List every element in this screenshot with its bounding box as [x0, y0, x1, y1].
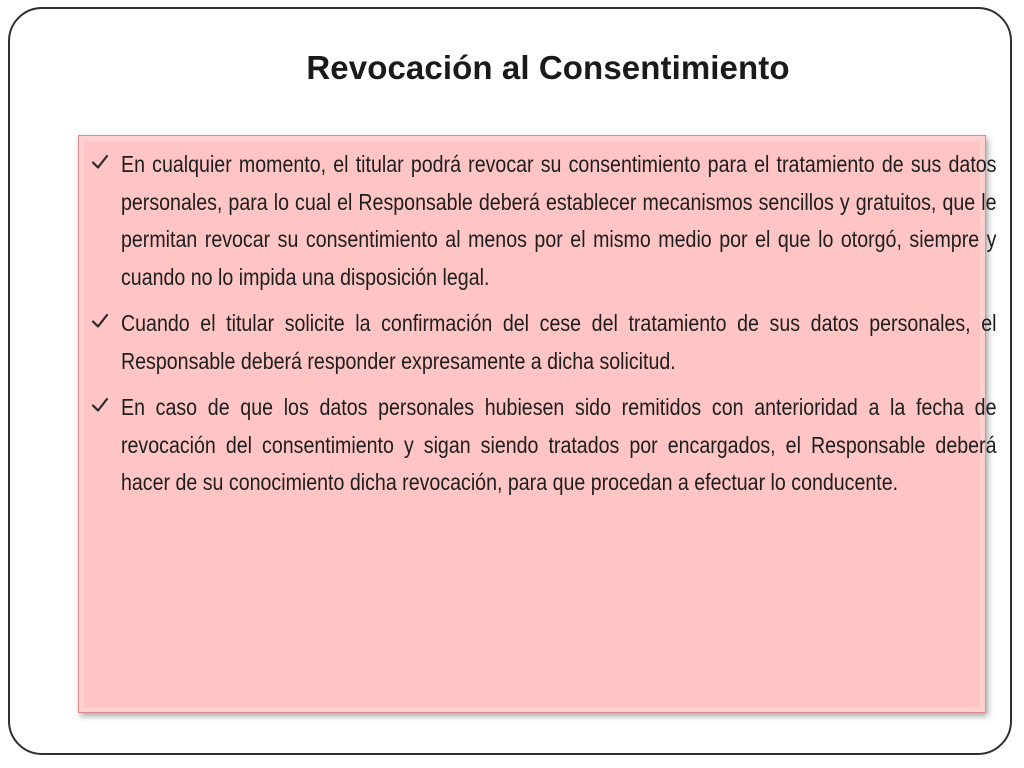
- bullet-item: [91, 389, 997, 502]
- bullet-text: En caso de que los datos personales hubiesen sido remitidos con anterioridad a la fecha de revocación del consentimiento y sigan siendo tratados por encargados, el Responsable deberá hacer de su conocimiento dicha revocación, para que procedan a efectuar lo conducente.: [121, 394, 997, 495]
- checkmark-icon: [91, 396, 109, 414]
- bullet-item: [91, 146, 997, 296]
- bullet-text: Cuando el titular solicite la confirmación del cese del tratamiento de sus datos personales, el Responsable deberá responder expresamente a dicha solicitud.: [121, 310, 997, 374]
- content-box: [78, 135, 997, 713]
- checkmark-icon: [91, 312, 109, 330]
- slide-title: Revocación al Consentimiento: [306, 49, 790, 86]
- bullet-item: [91, 305, 997, 380]
- slide-frame: [8, 7, 1012, 755]
- bullet-list: [91, 146, 997, 511]
- checkmark-icon: [91, 153, 109, 171]
- bullet-text: En cualquier momento, el titular podrá revocar su consentimiento para el tratamiento de sus datos personales, para lo cual el Responsable deberá establecer mecanismos sencillos y gratuitos, que le permitan revocar su consentimiento al menos por el mismo medio por el que lo otorgó, siempre y cuando no lo impida una disposición legal.: [121, 151, 997, 290]
